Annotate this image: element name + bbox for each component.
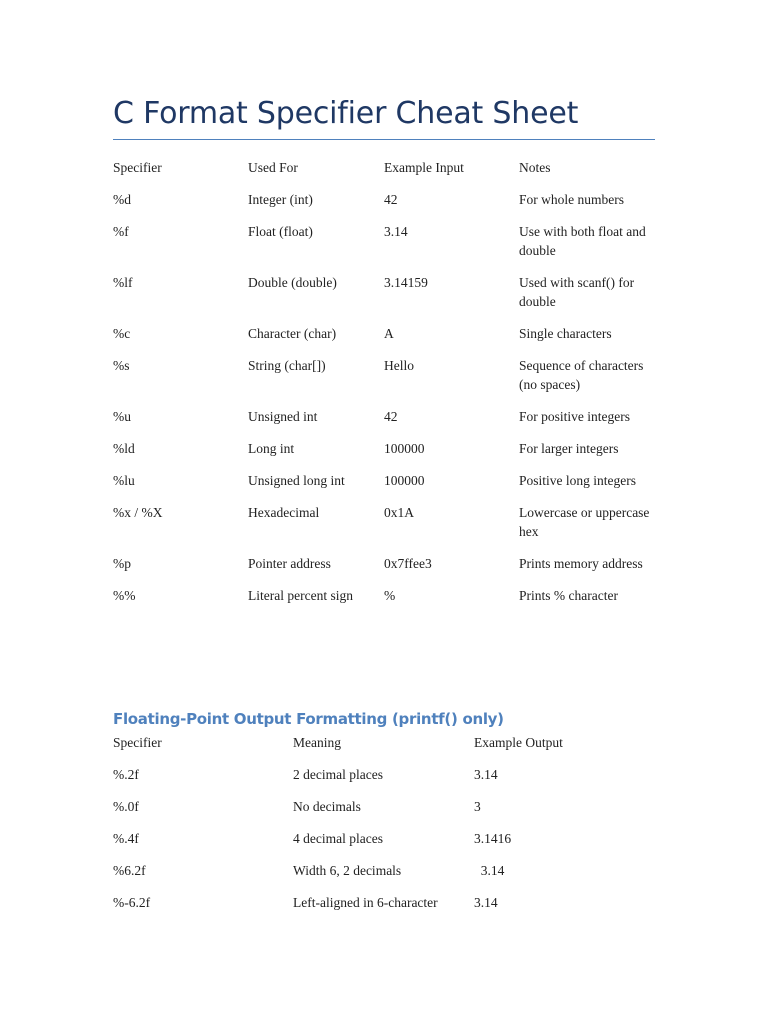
floating-point-section-heading: Floating-Point Output Formatting (printf() only)	[113, 710, 504, 728]
example-output-cell: 3.14	[474, 767, 498, 782]
page-title: C Format Specifier Cheat Sheet	[113, 96, 579, 131]
meaning-cell: 2 decimal places	[293, 767, 383, 782]
specifier-cell: %u	[113, 409, 131, 424]
example-input-cell: 100000	[384, 473, 425, 488]
example-input-cell: 42	[384, 409, 398, 424]
example-input-cell: 3.14	[384, 224, 408, 239]
table-row	[113, 586, 655, 618]
notes-cell: Sequence of characters (no spaces)	[519, 358, 644, 392]
column-header-specifier: Specifier	[113, 735, 162, 750]
specifier-cell: %d	[113, 192, 131, 207]
table-row	[113, 893, 655, 925]
table-row	[113, 861, 655, 893]
table-row	[113, 765, 655, 797]
used-for-cell: Character (char)	[248, 326, 337, 341]
notes-cell: For positive integers	[519, 409, 630, 424]
specifier-cell: %.4f	[113, 831, 139, 846]
specifier-cell: %ld	[113, 441, 135, 456]
notes-cell: Prints % character	[519, 588, 618, 603]
notes-cell: Lowercase or uppercase hex	[519, 505, 650, 539]
used-for-cell: Integer (int)	[248, 192, 313, 207]
example-output-cell: 3.14	[474, 895, 498, 910]
specifier-cell: %6.2f	[113, 863, 146, 878]
example-input-cell: Hello	[384, 358, 414, 373]
table-row	[113, 356, 655, 407]
notes-cell: For larger integers	[519, 441, 619, 456]
example-input-cell: A	[384, 326, 394, 341]
used-for-cell: Pointer address	[248, 556, 331, 571]
used-for-cell: Float (float)	[248, 224, 313, 239]
example-output-cell: 3.1416	[474, 831, 512, 846]
table-row	[113, 407, 655, 439]
column-header-meaning: Meaning	[293, 735, 341, 750]
example-input-cell: 42	[384, 192, 398, 207]
table-row	[113, 273, 655, 324]
column-header-example-input: Example Input	[384, 160, 464, 175]
specifier-cell: %s	[113, 358, 130, 373]
used-for-cell: Literal percent sign	[248, 588, 353, 603]
example-input-cell: 3.14159	[384, 275, 428, 290]
table-header-row	[113, 733, 655, 765]
notes-cell: Single characters	[519, 326, 612, 341]
table-row	[113, 829, 655, 861]
column-header-notes: Notes	[519, 160, 551, 175]
specifier-cell: %.2f	[113, 767, 139, 782]
used-for-cell: Hexadecimal	[248, 505, 320, 520]
specifier-cell: %-6.2f	[113, 895, 151, 910]
column-header-used-for: Used For	[248, 160, 298, 175]
table-row	[113, 190, 655, 222]
example-input-cell: %	[384, 588, 396, 603]
used-for-cell: String (char[])	[248, 358, 326, 373]
table-row	[113, 324, 655, 356]
table-row	[113, 554, 655, 586]
used-for-cell: Unsigned long int	[248, 473, 345, 488]
meaning-cell: No decimals	[293, 799, 361, 814]
used-for-cell: Long int	[248, 441, 295, 456]
specifier-cell: %lu	[113, 473, 135, 488]
example-output-cell: 3	[474, 799, 481, 814]
meaning-cell: 4 decimal places	[293, 831, 383, 846]
specifier-cell: %lf	[113, 275, 133, 290]
specifier-cell: %.0f	[113, 799, 139, 814]
example-output-cell: 3.14	[474, 863, 505, 878]
floating-point-format-table	[113, 733, 655, 925]
column-header-specifier: Specifier	[113, 160, 162, 175]
specifier-cell: %x / %X	[113, 505, 163, 520]
specifier-cell: %p	[113, 556, 131, 571]
specifier-cell: %f	[113, 224, 129, 239]
table-row	[113, 797, 655, 829]
notes-cell: Prints memory address	[519, 556, 643, 571]
example-input-cell: 100000	[384, 441, 425, 456]
table-header-row	[113, 158, 655, 190]
specifier-cell: %c	[113, 326, 131, 341]
meaning-cell: Width 6, 2 decimals	[293, 863, 402, 878]
example-input-cell: 0x7ffee3	[384, 556, 432, 571]
title-divider	[113, 139, 655, 140]
used-for-cell: Unsigned int	[248, 409, 318, 424]
table-row	[113, 471, 655, 503]
used-for-cell: Double (double)	[248, 275, 337, 290]
notes-cell: Used with scanf() for double	[519, 275, 635, 309]
specifier-cell: %%	[113, 588, 136, 603]
meaning-cell: Left-aligned in 6-character	[293, 895, 438, 910]
notes-cell: Positive long integers	[519, 473, 636, 488]
table-row	[113, 503, 655, 554]
notes-cell: Use with both float and double	[519, 224, 646, 258]
notes-cell: For whole numbers	[519, 192, 624, 207]
table-row	[113, 439, 655, 471]
example-input-cell: 0x1A	[384, 505, 414, 520]
column-header-example-output: Example Output	[474, 735, 563, 750]
table-row	[113, 222, 655, 273]
format-specifier-table	[113, 158, 655, 618]
